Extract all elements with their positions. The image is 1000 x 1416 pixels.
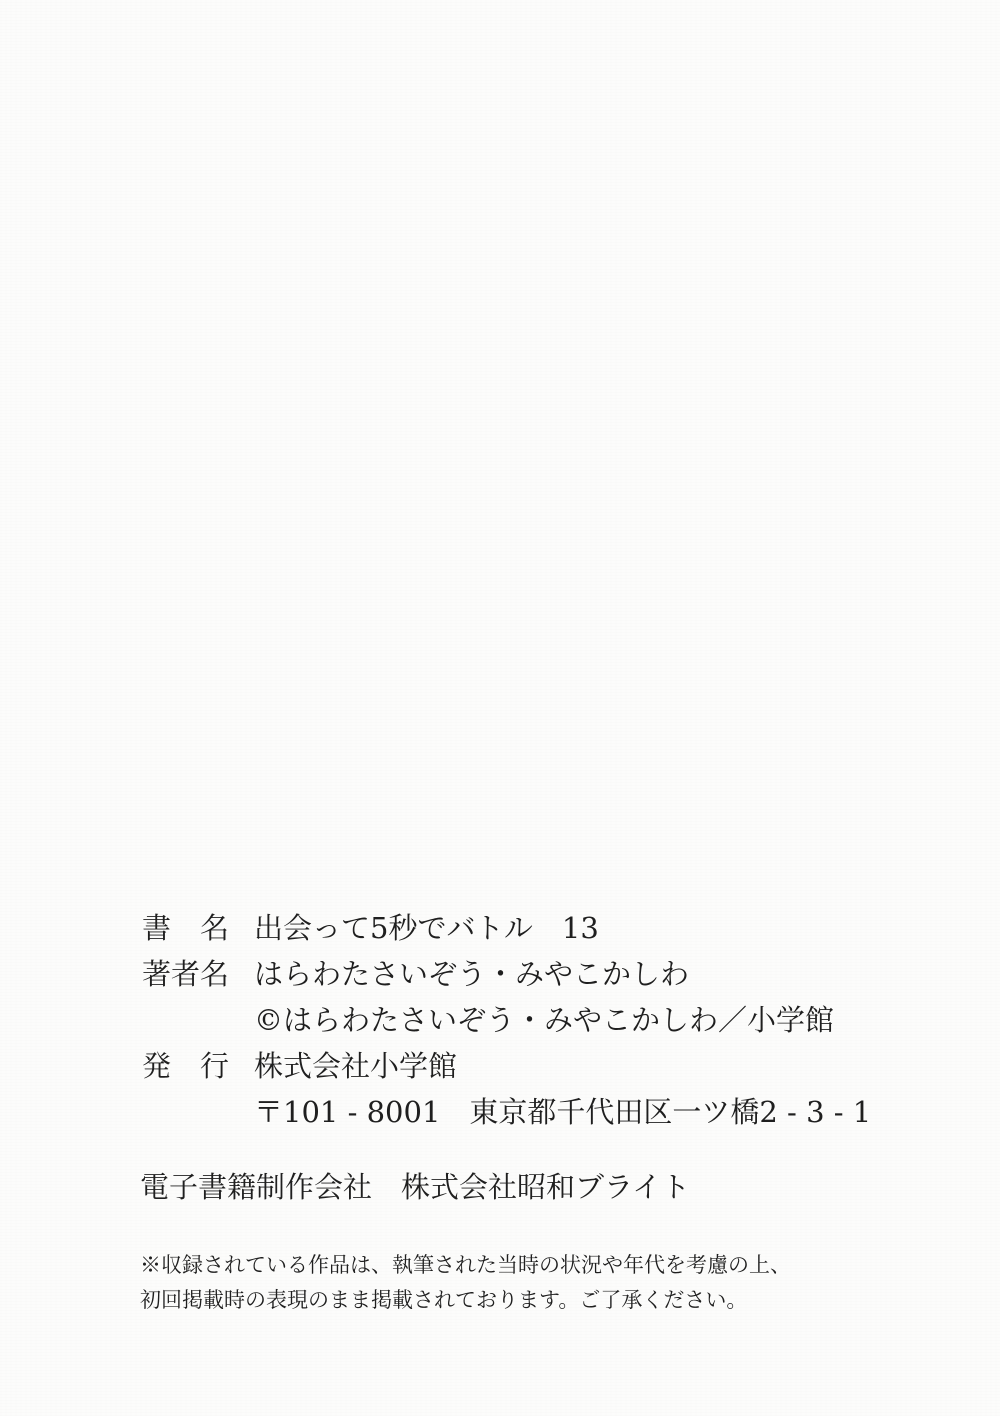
notice-block xyxy=(140,1248,791,1318)
publisher-label: 発 行 xyxy=(142,1049,230,1083)
colophon-block xyxy=(142,905,871,1135)
publisher-address: 〒101 - 8001 東京都千代田区一ツ橋2 - 3 - 1 xyxy=(254,1095,872,1129)
colophon-row-address xyxy=(142,1089,871,1135)
publisher-name: 株式会社小学館 xyxy=(254,1049,458,1083)
book-title: 出会って5秒でバトル 13 xyxy=(254,911,599,945)
colophon-row-publisher xyxy=(142,1043,871,1089)
copyright-label-spacer xyxy=(142,997,254,1043)
copyright-line: ©はらわたさいぞう・みやこかしわ／小学館 xyxy=(254,1003,835,1037)
ebook-production-company-line: 電子書籍制作会社 株式会社昭和ブライト xyxy=(140,1170,691,1204)
title-label: 書 名 xyxy=(142,911,230,945)
address-label-spacer xyxy=(142,1089,254,1135)
author-names: はらわたさいぞう・みやこかしわ xyxy=(254,957,690,991)
notice-line-2: 初回掲載時の表現のまま掲載されております。ご了承ください。 xyxy=(140,1288,748,1312)
colophon-row-author xyxy=(142,951,871,997)
notice-line-1: ※収録されている作品は、執筆された当時の状況や年代を考慮の上、 xyxy=(140,1253,791,1277)
colophon-row-title xyxy=(142,905,871,951)
author-label: 著者名 xyxy=(142,957,230,991)
colophon-row-copyright xyxy=(142,997,871,1043)
